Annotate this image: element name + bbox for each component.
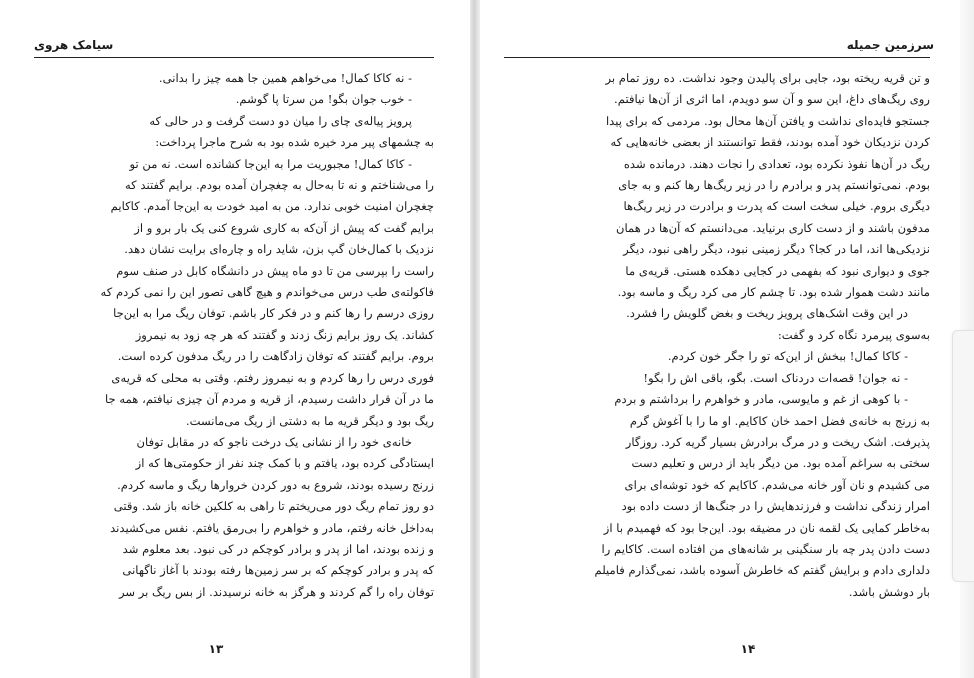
- text-line: به‌سوی پیرمرد نگاه کرد و گفت:: [777, 327, 930, 342]
- right-body-text: [504, 68, 930, 603]
- text-line: به زرنج به خانه‌ی فضل احمد خان کاکایم. او ما را با آغوش گرم: [629, 413, 930, 428]
- text-line: روزی درسم را رها کنم و در فکر کار باشم. توفان ریگ مرا به این‌جا: [113, 306, 434, 321]
- text-line: مدفون باشند و از دست کاری برنیاید. می‌دانستم که آن‌ها در همان: [615, 220, 930, 235]
- right-page-number: ۱۴: [740, 642, 756, 656]
- text-line: به چشمهای پیر مرد خیره شده بود به شرح ماجرا پرداخت:: [155, 135, 434, 150]
- text-line: و زنده بودند، اما از پدر و برادر کوچکم در کی نبود. بعد معلوم شد: [122, 541, 434, 556]
- text-line: فوری درس را رها کردم و به نیمروز رفتم. وقتی به محلی که قریه‌ی: [111, 370, 434, 385]
- text-line: برایم گفت که پیش از آن‌که به کاری شروع کنی یک بار برو و از: [134, 220, 434, 235]
- text-line: نزدیکی‌ها اند، اما در کجا؟ دیگر زمینی نبود، دیگر راهی نبود، دیگر: [623, 242, 930, 257]
- text-line: و تن قریه ریخته بود، جایی برای پالیدن وجود نداشت. ده روز تمام بر: [605, 71, 930, 85]
- left-running-head: سیامک هروی: [34, 38, 114, 52]
- text-line: زرنج رسیده بودند، شروع به دور کردن خروارها ریگ و ماسه کردم.: [117, 477, 434, 492]
- text-line: به‌داخل خانه رفتم، مادر و خواهرم را بی‌رمق یافتم. نفس می‌کشیدند: [110, 520, 434, 535]
- text-line: کشاند. یک روز برایم زنگ زدند و گفتند که هر چه زود به نیمروز: [135, 327, 434, 342]
- text-line: می کشیدم و نان آور خانه می‌شدم. کاکایم که خود توشه‌ای برای: [624, 477, 930, 492]
- right-running-head: سرزمین جمیله: [846, 38, 934, 52]
- text-line: روی ریگ‌های داغ، این سو و آن سو دویدم، اما اثری از آن‌ها نیافتم.: [614, 92, 930, 107]
- text-line: جوی و دیواری نبود که بفهمی در کجایی دهکده هستی. قریه‌ی ما: [625, 263, 930, 278]
- text-line: - کاکا کمال! ببخش از این‌که تو را جگر خون کردم.: [667, 349, 908, 364]
- text-line: ما در آن قرار داشت رسیدم، از قریه و مردم آن چیزی نیافتم، همه جا: [104, 392, 434, 407]
- text-line: - خوب جوان بگو! من سرتا پا گوشم.: [235, 92, 412, 107]
- text-line: چغچران امنیت خوبی ندارد. من به امید خودت به این‌جا آمدم. کاکایم: [110, 199, 434, 214]
- text-line: که پدر و برادر کوچکم که بر سر زمین‌ها رفته بودند با آغاز ناگهانی: [122, 563, 434, 578]
- text-line: دلداری دادم و برایش گفتم که خاطرش آسوده باشد، نمی‌گذارم فامیلم: [594, 563, 930, 578]
- text-line: در این وقت اشک‌های پرویز ریخت و بغض گلویش را فشرد.: [626, 306, 908, 321]
- right-page: [480, 0, 960, 678]
- text-line: جستجو فایده‌ای نداشت و یافتن آن‌ها محال بود. مردمی که برای پیدا: [605, 113, 930, 128]
- text-line: را می‌شناختم و نه تا به‌حال به چغچران آمده بودم. برایم گفتند که: [124, 178, 434, 193]
- text-line: - نه جوان! قصه‌ات دردناک است. بگو، باقی اش را بگو!: [643, 370, 908, 385]
- text-line: پذیرفت. اشک ریخت و در مرگ برادرش بسیار گریه کرد. روزگار: [625, 434, 930, 449]
- text-line: به‌خاطر کمایی یک لقمه نان در مضیقه بود. این‌جا بود که فهمیدم با از: [603, 520, 930, 535]
- text-line: امرار زندگی نداشت و فرزندهایش را در جنگ‌ها از دست داده بود: [621, 499, 930, 514]
- text-line: بار دوشش باشد.: [848, 584, 930, 599]
- side-panel-handle[interactable]: [952, 330, 974, 582]
- text-line: بودم. نمی‌توانستم پدر و برادرم را در زیر ریگ‌ها رها کنم و به جای: [618, 178, 930, 193]
- book-gutter: [470, 0, 480, 678]
- text-line: - کاکا کمال! مجبوریت مرا به این‌جا کشانده است. نه من تو: [129, 156, 412, 171]
- text-line: ریگ بود و دیگر قریه ما به دشتی از ریگ می‌مانست.: [185, 413, 434, 428]
- text-line: کردن نزدیکان خود آمده بودند، فقط توانستند از بعضی خانه‌هایی که: [610, 135, 930, 150]
- right-header-rule: [504, 57, 930, 58]
- text-line: توفان راه را گم کردند و هرگز به خانه نرسیدند. از بس ریگ بر سر: [118, 584, 434, 599]
- text-line: ایستادگی کرده بود، یافتم و با کمک چند نفر از حکومتی‌ها که از: [135, 456, 434, 471]
- text-line: پرویز پیاله‌ی چای را میان دو دست گرفت و در حالی که: [149, 113, 412, 128]
- text-line: نزدیک با کمال‌خان گپ بزن، شاید راه و چاره‌ای برایت نشان دهد.: [124, 242, 434, 257]
- text-line: مانند دشت هموار شده بود. تا چشم کار می کرد ریگ و ماسه بود.: [617, 285, 930, 300]
- text-line: راست را بپرسی من تا دو ماه پیش در دانشگاه کابل در صنف سوم: [116, 263, 434, 278]
- left-page: [0, 0, 470, 678]
- text-line: فاکولته‌ی طب درس می‌خواندم و هیچ گاهی تصور این را نمی کردم که: [100, 285, 434, 300]
- left-page-number: ۱۳: [208, 642, 224, 656]
- left-header-rule: [34, 57, 434, 58]
- text-line: - با کوهی از غم و مایوسی، مادر و خواهرم را برداشتم و بردم: [614, 392, 908, 407]
- text-line: سختی به سراغم آمده بود. من دیگر باید از درس و تعلیم دست: [631, 456, 930, 471]
- text-line: دیگری بروم. خیلی سخت است که پدرت و برادرت در زیر ریگ‌ها: [623, 199, 930, 214]
- text-line: بروم. برایم گفتند که توفان زادگاهت را در ریگ مدفون کرده است.: [117, 349, 434, 364]
- text-line: دست دادن پدر چه بار سنگینی بر شانه‌های من افتاده است. کاکایم را: [601, 541, 930, 556]
- text-line: ریگ در آن‌ها نفوذ نکرده بود، تعدادی را نجات دهند. درمانده شده: [623, 156, 930, 171]
- left-body-text: [34, 68, 434, 603]
- text-line: خانه‌ی خود را از نشانی یک درخت ناجو که در مقابل توفان: [136, 434, 412, 449]
- text-line: - نه کاکا کمال! می‌خواهم همین جا همه چیز را بدانی.: [158, 71, 412, 85]
- text-line: دو روز تمام ریگ دور می‌ریختم تا راهی به کلکین خانه باز شد. وقتی: [113, 499, 434, 514]
